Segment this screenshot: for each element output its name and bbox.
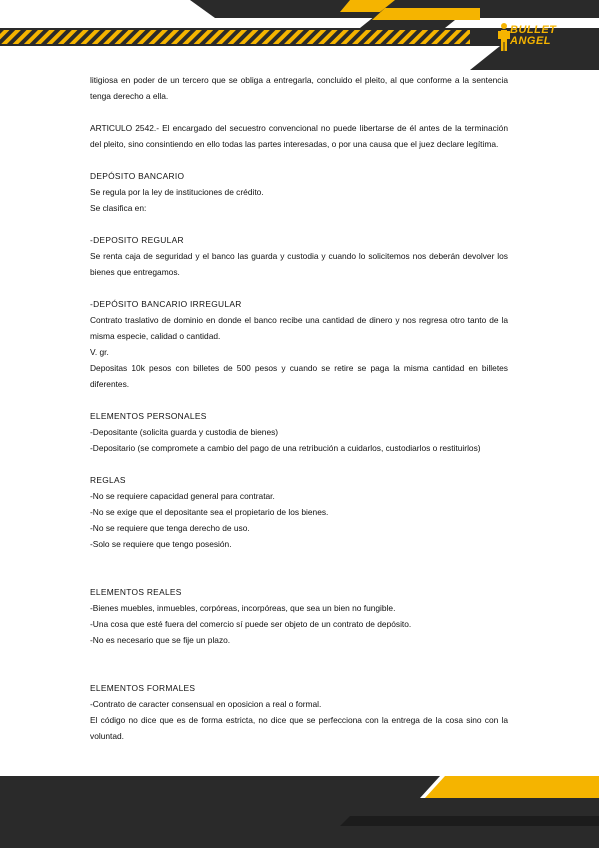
section-heading: -DEPÓSITO BANCARIO IRREGULAR [90, 299, 242, 309]
article-paragraph: ARTICULO 2542.- El encargado del secuestro convencional no puede libertarse de él antes de la terminación del pleito, sino consintiendo en ello todas las partes interesadas, o por una causa que el juez declare legítima. [90, 123, 508, 149]
logo-line2: ANGEL [510, 35, 551, 47]
section-heading: DEPÓSITO BANCARIO [90, 171, 185, 181]
list-item: -Una cosa que esté fuera del comercio sí puede ser objeto de un contrato de depósito. [90, 619, 412, 629]
list-item: -No se requiere que tenga derecho de uso. [90, 523, 250, 533]
text-line: -Contrato de caracter consensual en oposicion a real o formal. [90, 699, 322, 709]
text-line: Se clasifica en: [90, 203, 147, 213]
list-item: -No se requiere capacidad general para contratar. [90, 491, 275, 501]
list-item: -Depositario (se compromete a cambio del pago de una retribución a cuidarlos, custodiarlos o restituirlos) [90, 443, 481, 453]
list-item: -Depositante (solicita guarda y custodia de bienes) [90, 427, 279, 437]
section-heading: -DEPOSITO REGULAR [90, 235, 184, 245]
paragraph: Contrato traslativo de dominio en donde el banco recibe una cantidad de dinero y nos regresa otro tanto de la misma especie, calidad o cantidad. [90, 315, 508, 341]
footer-banner [0, 768, 599, 848]
text-line: V. gr. [90, 347, 109, 357]
section-heading: ELEMENTOS FORMALES [90, 683, 196, 693]
angel-figure-icon [497, 22, 511, 52]
logo-line1: BULLET [510, 24, 557, 36]
document-body [90, 72, 508, 744]
list-item: -Solo se requiere que tengo posesión. [90, 539, 232, 549]
list-item: -Bienes muebles, inmuebles, corpóreas, incorpóreas, que sea un bien no fungible. [90, 603, 396, 613]
text-line: Se regula por la ley de instituciones de crédito. [90, 187, 264, 197]
section-heading: ELEMENTOS REALES [90, 587, 182, 597]
paragraph: litigiosa en poder de un tercero que se obliga a entregarla, concluido el pleito, al que conforme a la sentencia tenga derecho a ella. [90, 75, 508, 101]
logo-text [510, 25, 556, 47]
section-heading: REGLAS [90, 475, 126, 485]
paragraph: Se renta caja de seguridad y el banco las guarda y custodia y cuando lo solicitemos nos deberán devolver los bienes que entregamos. [90, 251, 508, 277]
paragraph: El código no dice que es de forma estricta, no dice que se perfecciona con la entrega de la cosa sino con la voluntad. [90, 715, 508, 741]
list-item: -No se exige que el depositante sea el propietario de los bienes. [90, 507, 329, 517]
paragraph: Depositas 10k pesos con billetes de 500 pesos y cuando se retire se paga la misma cantidad en billetes diferentes. [90, 363, 508, 389]
section-heading: ELEMENTOS PERSONALES [90, 411, 207, 421]
list-item: -No es necesario que se fije un plazo. [90, 635, 231, 645]
